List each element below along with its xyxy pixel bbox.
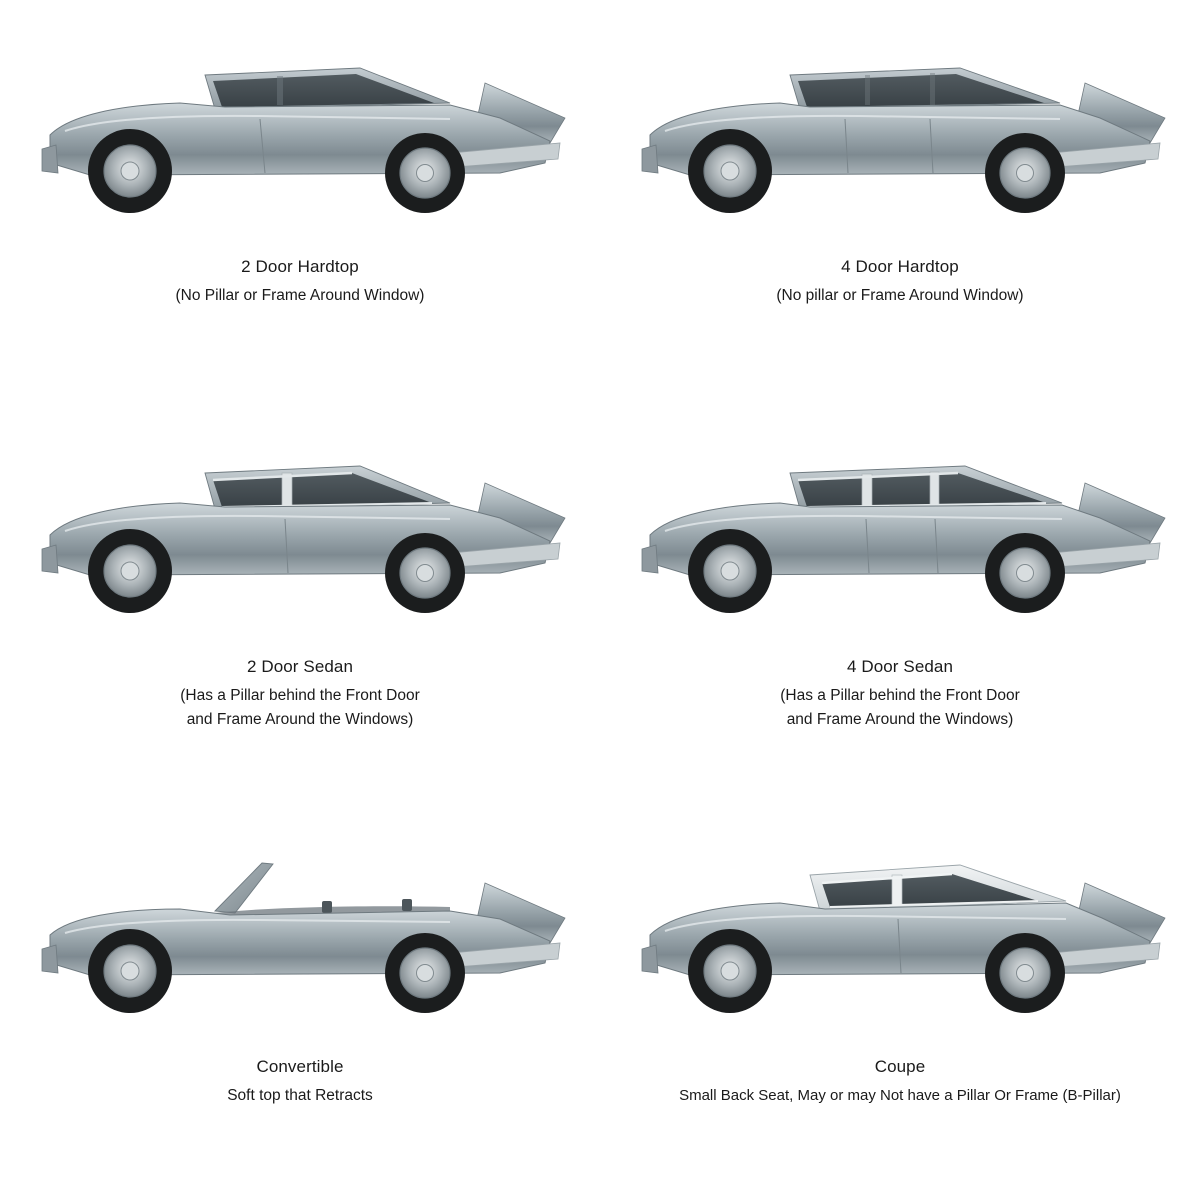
car-side-view-icon: [30, 23, 570, 243]
caption-title: Convertible: [256, 1057, 344, 1076]
car-side-view-icon: [630, 23, 1170, 243]
caption-two-door-hardtop: [176, 254, 425, 308]
caption-subtitle-line: (No Pillar or Frame Around Window): [175, 287, 425, 305]
caption-convertible: [227, 1054, 373, 1108]
car-illustration-four-door-sedan: [620, 418, 1180, 648]
caption-title: 2 Door Hardtop: [241, 257, 359, 276]
diagram-cell-convertible: [0, 800, 600, 1200]
car-illustration-two-door-hardtop: [20, 18, 580, 248]
car-illustration-convertible: [20, 818, 580, 1048]
caption-four-door-hardtop: [776, 254, 1023, 308]
diagram-cell-four-door-hardtop: [600, 0, 1200, 400]
caption-subtitle: [180, 684, 420, 732]
caption-title: 2 Door Sedan: [246, 657, 354, 676]
caption-subtitle-line: and Frame Around the Windows): [786, 711, 1014, 729]
caption-subtitle: [227, 1084, 373, 1108]
car-side-view-icon: [30, 823, 570, 1043]
caption-subtitle-line: Small Back Seat, May or may Not have a Pillar Or Frame (B-Pillar): [679, 1087, 1121, 1105]
car-illustration-two-door-sedan: [20, 418, 580, 648]
car-illustration-coupe: [620, 818, 1180, 1048]
caption-subtitle: [780, 684, 1020, 732]
caption-subtitle-line: (No pillar or Frame Around Window): [776, 287, 1024, 305]
caption-title: Coupe: [874, 1057, 926, 1076]
car-illustration-four-door-hardtop: [620, 18, 1180, 248]
caption-coupe: [679, 1054, 1121, 1108]
caption-two-door-sedan: [180, 654, 420, 732]
caption-subtitle-line: and Frame Around the Windows): [186, 711, 414, 729]
diagram-cell-two-door-sedan: [0, 400, 600, 800]
diagram-cell-four-door-sedan: [600, 400, 1200, 800]
car-side-view-icon: [630, 823, 1170, 1043]
car-side-view-icon: [630, 423, 1170, 643]
diagram-cell-coupe: [600, 800, 1200, 1200]
caption-subtitle-line: Soft top that Retracts: [227, 1087, 373, 1105]
caption-title: 4 Door Hardtop: [841, 257, 959, 276]
diagram-cell-two-door-hardtop: [0, 0, 600, 400]
caption-subtitle-line: (Has a Pillar behind the Front Door: [180, 687, 420, 705]
caption-subtitle: [776, 284, 1023, 308]
caption-subtitle-line: (Has a Pillar behind the Front Door: [780, 687, 1020, 705]
caption-title: 4 Door Sedan: [846, 657, 954, 676]
caption-four-door-sedan: [780, 654, 1020, 732]
car-side-view-icon: [30, 423, 570, 643]
caption-subtitle: [679, 1084, 1121, 1107]
caption-subtitle: [176, 284, 425, 308]
